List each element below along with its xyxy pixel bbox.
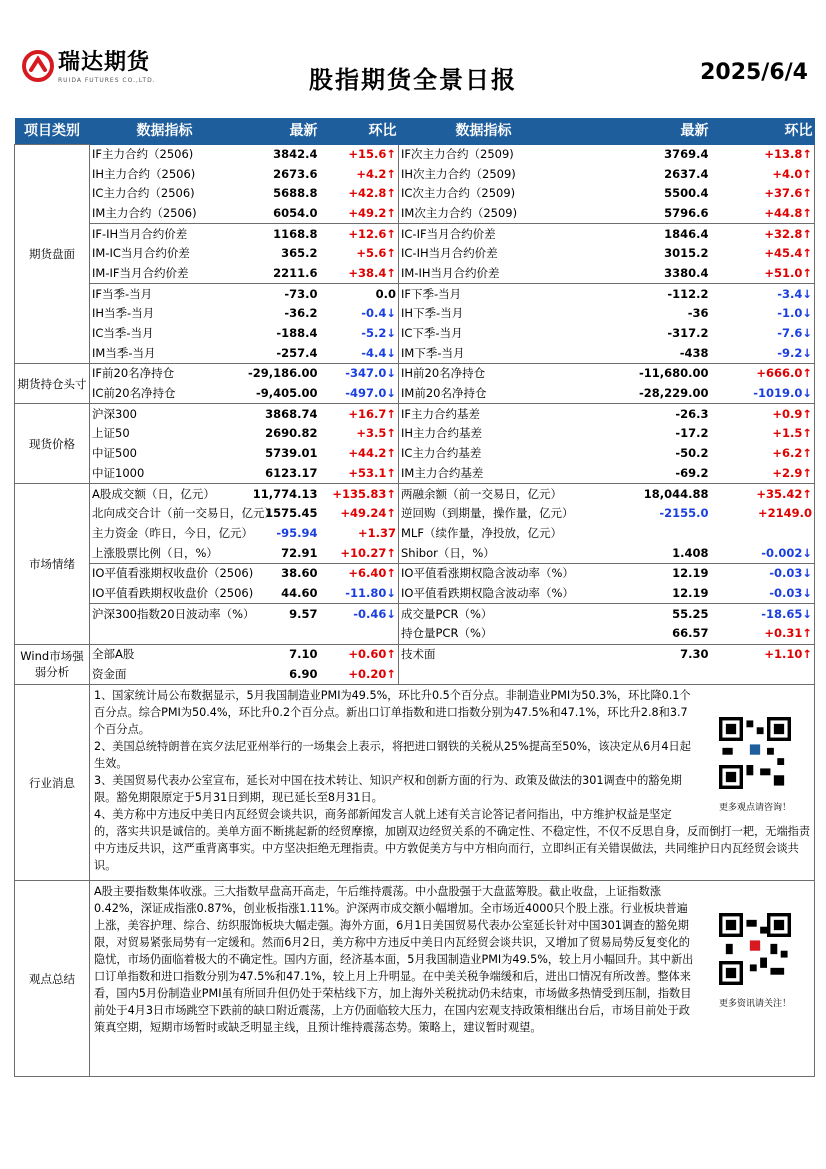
latest-value: 55.25	[672, 606, 709, 621]
change-value	[320, 624, 399, 644]
change-value: +44.8↑	[711, 204, 815, 224]
indicator-name: IM-IC当月合约价差	[90, 244, 240, 264]
indicator-name: IM次主力合约（2509)	[399, 204, 569, 224]
indicator-name: IH次主力合约（2509)	[399, 164, 569, 184]
change-value: +10.27↑	[320, 543, 399, 563]
indicator-name: MLF（续作量，净投放，亿元）	[399, 524, 569, 544]
change-value: +135.83↑	[320, 484, 399, 504]
change-value: +6.2↑	[711, 444, 815, 464]
category-cell: 现货价格	[15, 404, 90, 484]
header-indicator-left: 数据指标	[90, 118, 240, 145]
indicator-name: 上证50	[90, 424, 240, 444]
table-row	[15, 145, 815, 165]
indicator-name: 上涨股票比例（日，%）	[90, 543, 240, 563]
news-row	[15, 685, 815, 881]
change-value: +37.6↑	[711, 184, 815, 204]
change-value: +0.9↑	[711, 404, 815, 424]
latest-value: -29,186.00	[247, 366, 318, 381]
category-cell: 期货盘面	[15, 145, 90, 364]
change-value: +1.5↑	[711, 424, 815, 444]
latest-value: 3380.4	[569, 264, 711, 284]
change-value: -347.0↓	[320, 364, 399, 384]
change-value: -497.0↓	[320, 384, 399, 404]
indicator-name: IM下季-当月	[399, 343, 569, 363]
company-name-en: RUIDA FUTURES CO.,LTD.	[58, 77, 156, 84]
latest-value: -17.2	[675, 426, 709, 441]
latest-value: 5688.8	[273, 186, 318, 201]
news-item: 2、美国总统特朗普在宾夕法尼亚州举行的一场集会上表示，将把进口钢铁的关税从25%提高至50%，该决定从6月4日起生效。	[94, 740, 691, 771]
indicator-name: IF下季-当月	[399, 284, 569, 304]
change-value: +42.8↑	[320, 184, 399, 204]
table-row	[15, 464, 815, 484]
latest-value: 3015.2	[664, 246, 709, 261]
indicator-name: IC-IH当月合约价差	[399, 244, 569, 264]
table-row	[15, 164, 815, 184]
latest-value: 1575.45	[265, 506, 318, 521]
table-row	[15, 644, 815, 664]
latest-value: 365.2	[281, 246, 318, 261]
table-row	[15, 543, 815, 563]
table-row	[15, 224, 815, 244]
latest-value: 9.57	[289, 606, 318, 621]
indicator-name: 技术面	[399, 644, 569, 664]
latest-value: 2690.82	[265, 426, 318, 441]
latest-value: -112.2	[667, 286, 709, 301]
latest-value: 1168.8	[273, 226, 318, 241]
latest-value: 7.10	[289, 647, 318, 662]
header-latest-left: 最新	[240, 118, 320, 145]
change-value: +0.31↑	[711, 624, 815, 644]
indicator-name	[399, 664, 569, 684]
change-value: +16.7↑	[320, 404, 399, 424]
latest-value	[569, 524, 711, 544]
latest-value: -69.2	[569, 464, 711, 484]
indicator-name: IC主力合约（2506)	[90, 184, 240, 204]
company-name: 瑞达期货	[58, 50, 151, 75]
news-item: 3、美国贸易代表办公室宣布，延长对中国在技术转让、知识产权和创新方面的行为、政策及做法的301调查中的豁免期限。豁免期限原定于5月31日到期，现已延长至8月31日。	[94, 774, 682, 805]
summary-text: A股主要指数集体收涨。三大指数早盘高开高走，午后维持震荡。中小盘股强于大盘蓝筹股。截止收盘，上证指数涨0.42%，深证成指涨0.87%，创业板指涨1.11%。沪深两市成交额小幅增加。全市场近4000只个股上涨。行业板块普遍上涨，美容护理、综合、纺织服饰板块大幅走强。海外方面，6月1日美国贸易代表办公室延长针对中国301调查的豁免期限，对贸易紧张局势有一定缓和。然而6月2日，美方称中方违反中美日内瓦经贸会谈共识，又增加了贸易局势反复变化的隐忧，市场仍面临着极大的不确定性。国内方面，经济基本面，5月我国制造业PMI为49.5%，较上月小幅回升。其中新出口订单指数和进口指数分别为47.5%和47.1%，较上月上升明显。在中美关税争端缓和后，进出口情况有所改善。整体来看，国内5月份制造业PMI虽有所回升但仍处于荣枯线下方，加上海外关税扰动仍未结束，市场做多热情受到压制，指数目前处于4月3日市场跳空下跌前的缺口附近震荡，上方仍面临较大压力，在国内宏观支持政策相继出台后，市场目前处于政策真空期，短期市场暂时或缺乏明显主线，且预计维持震荡态势。策略上，建议暂时观望。	[94, 885, 694, 1035]
latest-value: 1846.4	[664, 226, 709, 241]
latest-value: -95.94	[276, 525, 318, 540]
change-value: -18.65↓	[711, 604, 815, 624]
indicator-name: IC前20名净持仓	[90, 384, 240, 404]
indicator-name	[90, 624, 240, 644]
change-value: 0.0	[320, 284, 399, 304]
change-value: +38.4↑	[320, 264, 399, 284]
change-value: -3.4↓	[711, 284, 815, 304]
indicator-name: A股成交额（日，亿元）	[90, 484, 240, 504]
category-cell: Wind市场强弱分析	[15, 644, 90, 684]
change-value: +2.9↑	[711, 464, 815, 484]
latest-value: 18,044.88	[643, 486, 709, 501]
indicator-name: 持仓量PCR（%）	[399, 624, 569, 644]
header-indicator-right: 数据指标	[399, 118, 569, 145]
latest-value: -36.2	[284, 306, 318, 321]
latest-value: -257.4	[240, 343, 320, 363]
latest-value: 2637.4	[664, 166, 709, 181]
indicator-name: IF主力合约（2506)	[90, 145, 240, 165]
change-value: +32.8↑	[711, 224, 815, 244]
indicator-name: 中证1000	[90, 464, 240, 484]
indicator-name: 中证500	[90, 444, 240, 464]
news-item: 4、美方称中方违反中美日内瓦经贸会谈共识，商务部新闻发言人就上述有关言论答记者问指出，中方维护权益是坚定的，落实共识是诚信的。美单方面不断挑起新的经贸摩擦，加剧双边经贸关系的不确定性、不稳定性，不仅不反思自身，反而倒打一耙，无端指责中方违反共识，这严重背离事实。中方坚决拒绝无理指责。中方敦促美方与中方相向而行，立即纠正有关错误做法，共同维护日内瓦经贸会谈共识。	[94, 808, 811, 873]
latest-value: 6054.0	[240, 204, 320, 224]
change-value: -11.80↓	[320, 584, 399, 604]
table-row	[15, 184, 815, 204]
change-value: +4.2↑	[320, 164, 399, 184]
indicator-name: 全部A股	[90, 644, 240, 664]
latest-value: 2673.6	[273, 166, 318, 181]
data-table	[14, 118, 815, 1077]
indicator-name: 北向成交合计（前一交易日，亿元）	[90, 504, 240, 524]
table-body	[15, 145, 815, 685]
table-row	[15, 504, 815, 524]
table-row	[15, 244, 815, 264]
summary-row	[15, 881, 815, 1077]
indicator-name: IO平值看跌期权收盘价（2506)	[90, 584, 240, 604]
latest-value: 3769.4	[664, 146, 709, 161]
change-value: +49.2↑	[320, 204, 399, 224]
change-value: +0.60↑	[320, 644, 399, 664]
latest-value: -2155.0	[659, 506, 709, 521]
change-value: +15.6↑	[320, 145, 399, 165]
indicator-name: IF主力合约基差	[399, 404, 569, 424]
table-row	[15, 424, 815, 444]
indicator-name: IO平值看涨期权隐含波动率（%）	[399, 563, 569, 583]
change-value: +0.20↑	[320, 664, 399, 684]
table-row	[15, 264, 815, 284]
header-change-left: 环比	[320, 118, 399, 145]
latest-value: -50.2	[675, 446, 709, 461]
indicator-name: IO平值看涨期权收盘价（2506)	[90, 563, 240, 583]
change-value	[711, 524, 815, 544]
latest-value: 44.60	[240, 584, 320, 604]
table-row	[15, 624, 815, 644]
latest-value: -188.4	[276, 326, 318, 341]
indicator-name: 两融余额（前一交易日，亿元）	[399, 484, 569, 504]
change-value: -9.2↓	[711, 343, 815, 363]
indicator-name: IH前20名净持仓	[399, 364, 569, 384]
indicator-name: 成交量PCR（%）	[399, 604, 569, 624]
change-value: +12.6↑	[320, 224, 399, 244]
indicator-name: IF次主力合约（2509)	[399, 145, 569, 165]
table-row	[15, 364, 815, 384]
table-row	[15, 484, 815, 504]
indicator-name: IF-IH当月合约价差	[90, 224, 240, 244]
table-row	[15, 384, 815, 404]
latest-value: 38.60	[281, 566, 318, 581]
latest-value: 5796.6	[569, 204, 711, 224]
table-row	[15, 444, 815, 464]
indicator-name: 沪深300	[90, 404, 240, 424]
change-value: -0.03↓	[711, 584, 815, 604]
table-header-row	[15, 118, 815, 145]
table-row	[15, 343, 815, 363]
change-value: -7.6↓	[711, 324, 815, 344]
change-value: -1.0↓	[711, 304, 815, 324]
change-value: -0.002↓	[711, 543, 815, 563]
latest-value: -11,680.00	[638, 366, 709, 381]
latest-value: 66.57	[569, 624, 711, 644]
change-value: +53.1↑	[320, 464, 399, 484]
latest-value: 6123.17	[240, 464, 320, 484]
indicator-name: IM-IF当月合约价差	[90, 264, 240, 284]
table-row	[15, 304, 815, 324]
change-value: +1.37	[320, 524, 399, 544]
indicator-name: IC-IF当月合约价差	[399, 224, 569, 244]
change-value: -0.46↓	[320, 604, 399, 624]
latest-value: 12.19	[672, 566, 709, 581]
change-value: -5.2↓	[320, 324, 399, 344]
table-row	[15, 324, 815, 344]
table-row	[15, 404, 815, 424]
indicator-name: IM主力合约基差	[399, 464, 569, 484]
qr-code-icon	[719, 717, 791, 789]
latest-value: 11,774.13	[252, 486, 318, 501]
report-header	[0, 0, 826, 118]
change-value: +35.42↑	[711, 484, 815, 504]
change-value: +13.8↑	[711, 145, 815, 165]
latest-value	[240, 624, 320, 644]
table-row	[15, 664, 815, 684]
summary-category: 观点总结	[15, 881, 90, 1077]
indicator-name: IC下季-当月	[399, 324, 569, 344]
report-title: 股指期货全景日报	[309, 66, 517, 94]
change-value: -0.4↓	[320, 304, 399, 324]
latest-value: 72.91	[240, 543, 320, 563]
change-value: +2149.0	[711, 504, 815, 524]
indicator-name: IC主力合约基差	[399, 444, 569, 464]
indicator-name: 逆回购（到期量，操作量，亿元）	[399, 504, 569, 524]
indicator-name: IF当季-当月	[90, 284, 240, 304]
latest-value: -36	[687, 306, 709, 321]
change-value: +49.24↑	[320, 504, 399, 524]
indicator-name: IH主力合约基差	[399, 424, 569, 444]
latest-value: 6.90	[240, 664, 320, 684]
table-row	[15, 204, 815, 224]
table-row	[15, 284, 815, 304]
latest-value: 2211.6	[240, 264, 320, 284]
change-value: +44.2↑	[320, 444, 399, 464]
indicator-name: IM当季-当月	[90, 343, 240, 363]
category-cell: 市场情绪	[15, 484, 90, 645]
category-cell: 期货持仓头寸	[15, 364, 90, 404]
latest-value: -73.0	[284, 286, 318, 301]
latest-value: 5500.4	[664, 186, 709, 201]
indicator-name: IO平值看跌期权隐含波动率（%）	[399, 584, 569, 604]
indicator-name: IF前20名净持仓	[90, 364, 240, 384]
table-row	[15, 584, 815, 604]
qr-code-icon	[719, 913, 791, 985]
indicator-name: IC次主力合约（2509)	[399, 184, 569, 204]
change-value: +45.4↑	[711, 244, 815, 264]
latest-value: -9,405.00	[240, 384, 320, 404]
indicator-name: IM前20名净持仓	[399, 384, 569, 404]
latest-value: -26.3	[675, 406, 709, 421]
change-value: +3.5↑	[320, 424, 399, 444]
indicator-name: IH主力合约（2506)	[90, 164, 240, 184]
change-value: +1.10↑	[711, 644, 815, 664]
latest-value: -28,229.00	[569, 384, 711, 404]
news-qr-caption: 更多观点请咨询！	[718, 803, 791, 814]
header-latest-right: 最新	[569, 118, 711, 145]
summary-cell	[90, 881, 815, 1077]
text-sections	[15, 685, 815, 1077]
indicator-name: IM-IH当月合约价差	[399, 264, 569, 284]
indicator-name: 资金面	[90, 664, 240, 684]
latest-value: 3868.74	[265, 406, 318, 421]
latest-value: -438	[569, 343, 711, 363]
latest-value: 1.408	[569, 543, 711, 563]
header-category: 项目类别	[15, 118, 90, 145]
news-cell	[90, 685, 815, 881]
header-change-right: 环比	[711, 118, 815, 145]
indicator-name: IC当季-当月	[90, 324, 240, 344]
summary-qr-block	[700, 913, 810, 1013]
change-value: -0.03↓	[711, 563, 815, 583]
indicator-name: IH下季-当月	[399, 304, 569, 324]
change-value: +4.0↑	[711, 164, 815, 184]
indicator-name: Shibor（日，%）	[399, 543, 569, 563]
news-item: 1、国家统计局公布数据显示，5月我国制造业PMI为49.5%，环比升0.5个百分点。非制造业PMI为50.3%，环比降0.1个百分点。综合PMI为50.4%，环比升0.2个百分点。新出口订单指数和进口指数分别为47.5%和47.1%，环比升2.8和3.7个百分点。	[94, 689, 691, 737]
change-value: +6.40↑	[320, 563, 399, 583]
change-value: +5.6↑	[320, 244, 399, 264]
table-row	[15, 604, 815, 624]
change-value: +51.0↑	[711, 264, 815, 284]
latest-value: -317.2	[667, 326, 709, 341]
latest-value: 5739.01	[265, 446, 318, 461]
latest-value: 12.19	[569, 584, 711, 604]
indicator-name: 沪深300指数20日波动率（%）	[90, 604, 240, 624]
change-value	[711, 664, 815, 684]
latest-value	[569, 664, 711, 684]
latest-value: 3842.4	[273, 146, 318, 161]
report-date: 2025/6/4	[700, 60, 808, 85]
indicator-name: IH当季-当月	[90, 304, 240, 324]
change-value: +666.0↑	[711, 364, 815, 384]
summary-qr-caption: 更多资讯请关注！	[718, 999, 791, 1010]
news-category: 行业消息	[15, 685, 90, 881]
table-row	[15, 524, 815, 544]
change-value: -1019.0↓	[711, 384, 815, 404]
indicator-name: IM主力合约（2506)	[90, 204, 240, 224]
indicator-name: 主力资金（昨日，今日，亿元）	[90, 524, 240, 544]
latest-value: 7.30	[680, 647, 709, 662]
news-qr-block	[700, 717, 810, 817]
change-value: -4.4↓	[320, 343, 399, 363]
table-row	[15, 563, 815, 583]
